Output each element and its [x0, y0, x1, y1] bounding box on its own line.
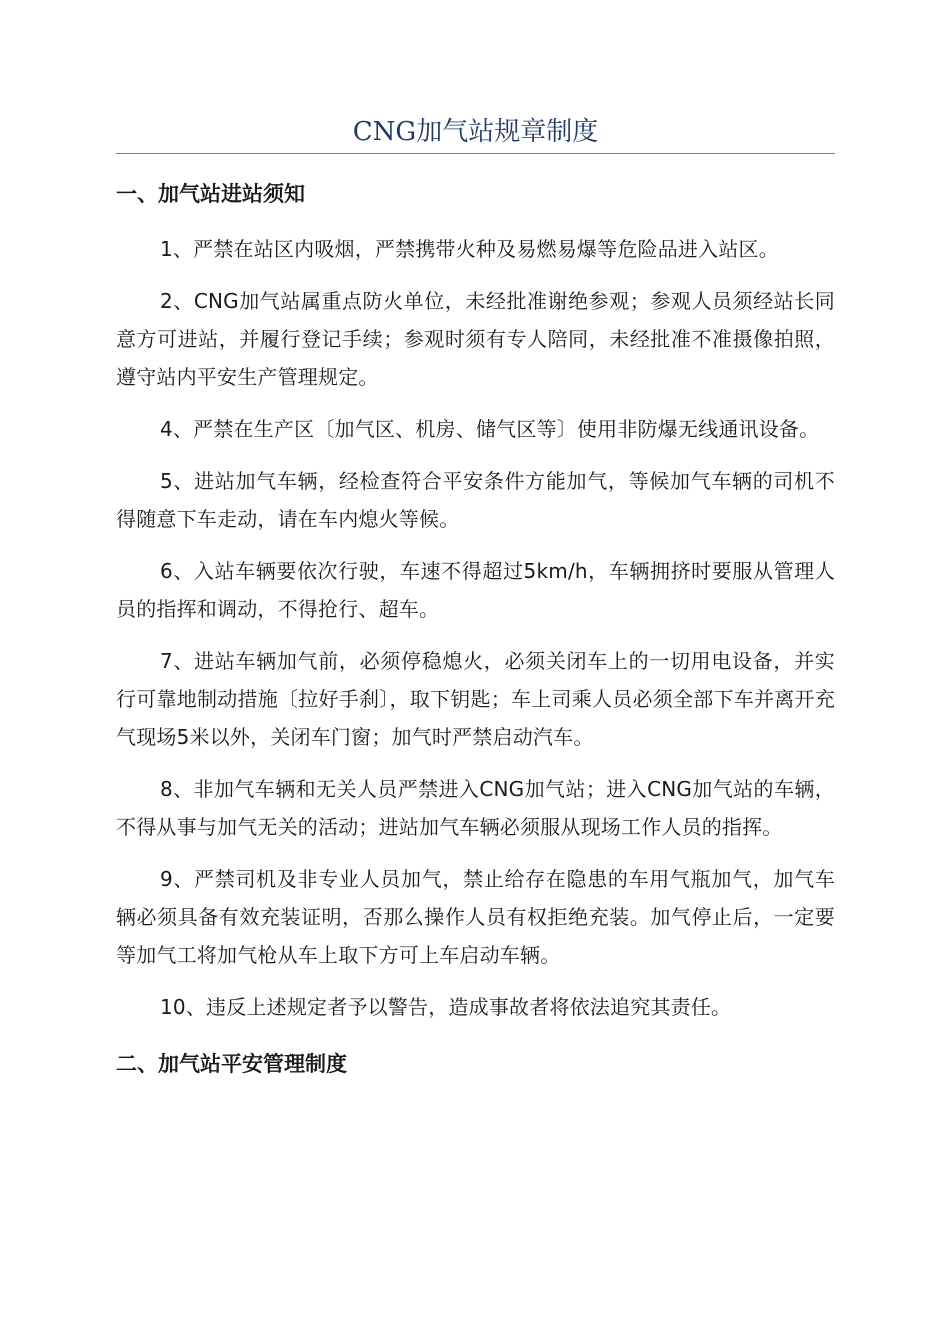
paragraph-item-4: 4、严禁在生产区〔加气区、机房、储气区等〕使用非防爆无线通讯设备。 — [160, 417, 820, 441]
title-underline — [116, 153, 835, 154]
paragraph-item-5: 5、进站加气车辆，经检查符合平安条件方能加气，等候加气车辆的司机不得随意下车走动，请在车内熄火等候。 — [116, 469, 835, 531]
document-title: CNG加气站规章制度 — [352, 117, 599, 147]
section-heading-1: 一、加气站进站须知 — [116, 182, 305, 206]
paragraph-item-9: 9、严禁司机及非专业人员加气，禁止给存在隐患的车用气瓶加气，加气车辆必须具备有效充装证明，否那么操作人员有权拒绝充装。加气停止后，一定要等加气工将加气枪从车上取下方可上车启动车辆。 — [116, 867, 835, 967]
paragraph-item-1: 1、严禁在站区内吸烟，严禁携带火种及易燃易爆等危险品进入站区。 — [160, 237, 779, 261]
paragraph-item-10: 10、违反上述规定者予以警告，造成事故者将依法追究其责任。 — [160, 995, 732, 1019]
paragraph-item-8: 8、非加气车辆和无关人员严禁进入CNG加气站；进入CNG加气站的车辆，不得从事与加气无关的活动；进站加气车辆必须服从现场工作人员的指挥。 — [116, 777, 835, 839]
paragraph-item-6: 6、入站车辆要依次行驶，车速不得超过5km/h，车辆拥挤时要服从管理人员的指挥和调动，不得抢行、超车。 — [116, 559, 835, 621]
paragraph-item-7: 7、进站车辆加气前，必须停稳熄火，必须关闭车上的一切用电设备，并实行可靠地制动措施〔拉好手刹〕，取下钥匙；车上司乘人员必须全部下车并离开充气现场5米以外，关闭车门窗；加气时严禁启动汽车。 — [116, 649, 835, 749]
document-body — [116, 176, 835, 1100]
section-heading-2: 二、加气站平安管理制度 — [116, 1052, 347, 1076]
paragraph-item-2: 2、CNG加气站属重点防火单位，未经批准谢绝参观；参观人员须经站长同意方可进站，并履行登记手续；参观时须有专人陪同，未经批准不准摄像拍照，遵守站内平安生产管理规定。 — [116, 289, 835, 389]
